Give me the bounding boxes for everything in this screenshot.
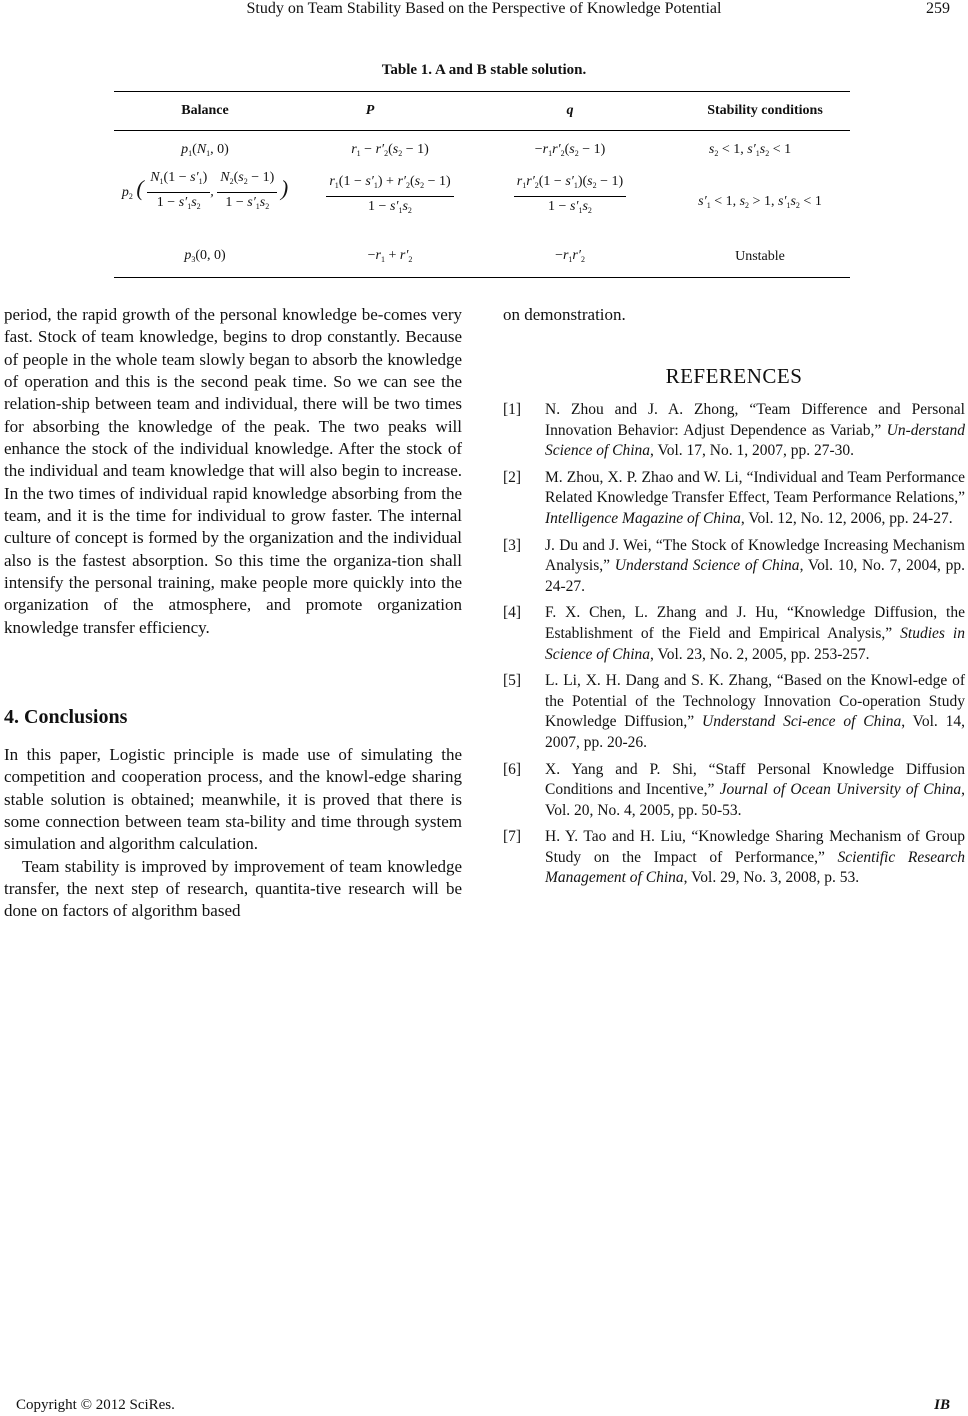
cell-p-row1: $r_1 - r'_2(s_2 - 1)$ <box>351 142 429 158</box>
reference-item <box>503 827 965 889</box>
reference-journal: Intelligence Magazine of China <box>545 509 741 527</box>
cell-stability-row2: $s'_1 < 1$, $s_2 > 1$, $s'_1s_2 < 1$ <box>698 194 822 210</box>
cell-stability-row1: $s_2 < 1$, $s'_1s_2 < 1$ <box>708 142 792 158</box>
reference-number: [4] <box>503 604 522 622</box>
page-number: 259 <box>926 0 950 17</box>
cell-stability-row3: Unstable <box>735 249 785 264</box>
col-header-stability: Stability conditions <box>707 103 823 118</box>
reference-item <box>503 603 965 665</box>
reference-number: [7] <box>503 828 522 846</box>
reference-number: [2] <box>503 468 522 486</box>
cell-p-row3: $-r_1 + r'_2$ <box>367 248 413 264</box>
reference-journal: Understand Sci-ence of China <box>702 713 902 731</box>
reference-number: [1] <box>503 401 522 418</box>
reference-details: , Vol. 14, 2007, pp. 20-26. <box>545 713 965 751</box>
journal-abbrev: IB <box>934 1397 950 1413</box>
conclusions-text <box>4 744 462 923</box>
reference-text: H. Y. Tao and H. Liu, “Knowledge Sharing Mechanism of Group Study on the Impact of Performance,” <box>545 828 965 866</box>
cell-balance-p2: $p_2$ ( $\frac{N_1(1 - s'_1)}{1 - s'_1s_2}$ , $\frac{N_2(s_2 - 1)}{1 - s'_1s_2}$ ) <box>121 170 289 211</box>
cell-q-row3: $-r_1r'_2$ <box>555 248 585 264</box>
reference-text: N. Zhou and J. A. Zhong, “Team Difference and Personal Innovation Behavior: Adjust Dependence as Variab,” <box>545 401 965 439</box>
reference-text: M. Zhou, X. P. Zhao and W. Li, “Individual and Team Performance Related Knowledge Transfer Effect, Team Performance Relations,” <box>545 468 965 507</box>
body-paragraph: period, the rapid growth of the personal knowledge be-comes very fast. Stock of team knowledge, begins to drop constantly. Because of people in the whole team slowly began to absorb the knowledge of operation and this is the second peak time. So we can see the relation-ship between team and individual, there will be two times for absorbing the knowledge of the peak. The two peaks will enhance the stock of the individual knowledge. After the stock of the individual and team knowledge that will also begin to increase. In the two times of individual rapid knowledge absorbing from the team, and it is the time for individual to grow faster. The internal culture of concept is formed by the organization and the individual also is the fastest absorption. So this time the organiza-tion shall intensify the personal training, make people more quickly into the organization of the atmosphere, and promote organization knowledge transfer efficiency. <box>4 305 462 637</box>
cell-balance-p1: $p_1(N_1$, 0) <box>181 142 229 158</box>
reference-details: , Vol. 23, No. 2, 2005, pp. 253-257. <box>650 645 870 663</box>
reference-journal: Journal of Ocean University of China <box>719 781 962 799</box>
reference-journal: Un-derstand Science of China <box>545 421 965 460</box>
reference-text: L. Li, X. H. Dang and S. K. Zhang, “Based on the Knowl-edge of the Potential of the Technology Innovation Co-operation Study Knowledge Diffusion,” <box>545 672 965 731</box>
cell-p-row2: $\frac{r_1(1 - s'_1) + r'_2(s_2 - 1)}{1 - s'_1s_2}$ <box>315 174 465 219</box>
reference-journal: Understand Science of China <box>614 557 800 575</box>
reference-number: [3] <box>503 536 522 554</box>
table-top-rule <box>114 91 850 92</box>
reference-list <box>503 400 965 895</box>
reference-details: , Vol. 10, No. 7, 2004, pp. 24-27. <box>545 557 965 595</box>
table-bottom-rule <box>114 277 850 278</box>
col-header-balance: Balance <box>181 103 229 118</box>
reference-details: , Vol. 12, No. 12, 2006, pp. 24-27. <box>740 509 953 527</box>
cell-balance-p3: $p_3(0$, 0) <box>184 248 226 264</box>
right-column-continuation: on demonstration. <box>503 305 626 324</box>
reference-number: [5] <box>503 672 522 690</box>
copyright-notice: Copyright © 2012 SciRes. <box>16 1397 175 1413</box>
cell-q-row1: $-r_1r'_2(s_2 - 1)$ <box>534 142 606 158</box>
reference-item <box>503 468 965 530</box>
cell-q-row2: $\frac{r_1r'_2(1 - s'_1)(s_2 - 1)}{1 - s'_1s_2}$ <box>500 174 640 219</box>
reference-journal: Scientific Research Management of China <box>545 848 965 887</box>
section-heading-conclusions: 4. Conclusions <box>4 706 128 728</box>
col-header-q: q <box>566 103 574 118</box>
reference-journal: Studies in Science of China <box>545 624 965 663</box>
reference-item <box>503 760 965 822</box>
body-paragraph: Team stability is improved by improvement of team knowledge transfer, the next step of research, quantita-tive research will be done on factors of algorithm based <box>4 856 462 921</box>
reference-text: J. Du and J. Wei, “The Stock of Knowledge Increasing Mechanism Analysis,” <box>545 536 965 575</box>
reference-details: , Vol. 17, No. 1, 2007, pp. 27-30. <box>650 442 854 460</box>
reference-item <box>503 536 965 598</box>
references-heading: REFERENCES <box>665 364 803 388</box>
reference-text: X. Yang and P. Shi, “Staff Personal Knowledge Diffusion Conditions and Incentive,” <box>545 760 965 799</box>
reference-number: [6] <box>503 760 522 778</box>
running-title: Study on Team Stability Based on the Perspective of Knowledge Potential <box>246 0 722 17</box>
reference-item <box>503 671 965 753</box>
left-column <box>4 304 462 639</box>
body-paragraph: In this paper, Logistic principle is made use of simulating the competition and cooperation process, and the knowl-edge sharing stable solution is obtained; meanwhile, it is proved that there is some connection between team sta-bility and time through system simulation and algorithm calculation. <box>4 745 462 854</box>
reference-text: F. X. Chen, L. Zhang and J. Hu, “Knowledge Diffusion, the Establishment of the Field and Empirical Analysis,” <box>545 604 965 642</box>
table-header-rule <box>114 130 850 131</box>
reference-details: , Vol. 29, No. 3, 2008, p. 53. <box>683 869 860 887</box>
col-header-p: P <box>365 103 375 118</box>
reference-details: , Vol. 20, No. 4, 2005, pp. 50-53. <box>545 781 965 819</box>
table-caption: Table 1. A and B stable solution. <box>381 62 587 78</box>
reference-item <box>503 400 965 462</box>
